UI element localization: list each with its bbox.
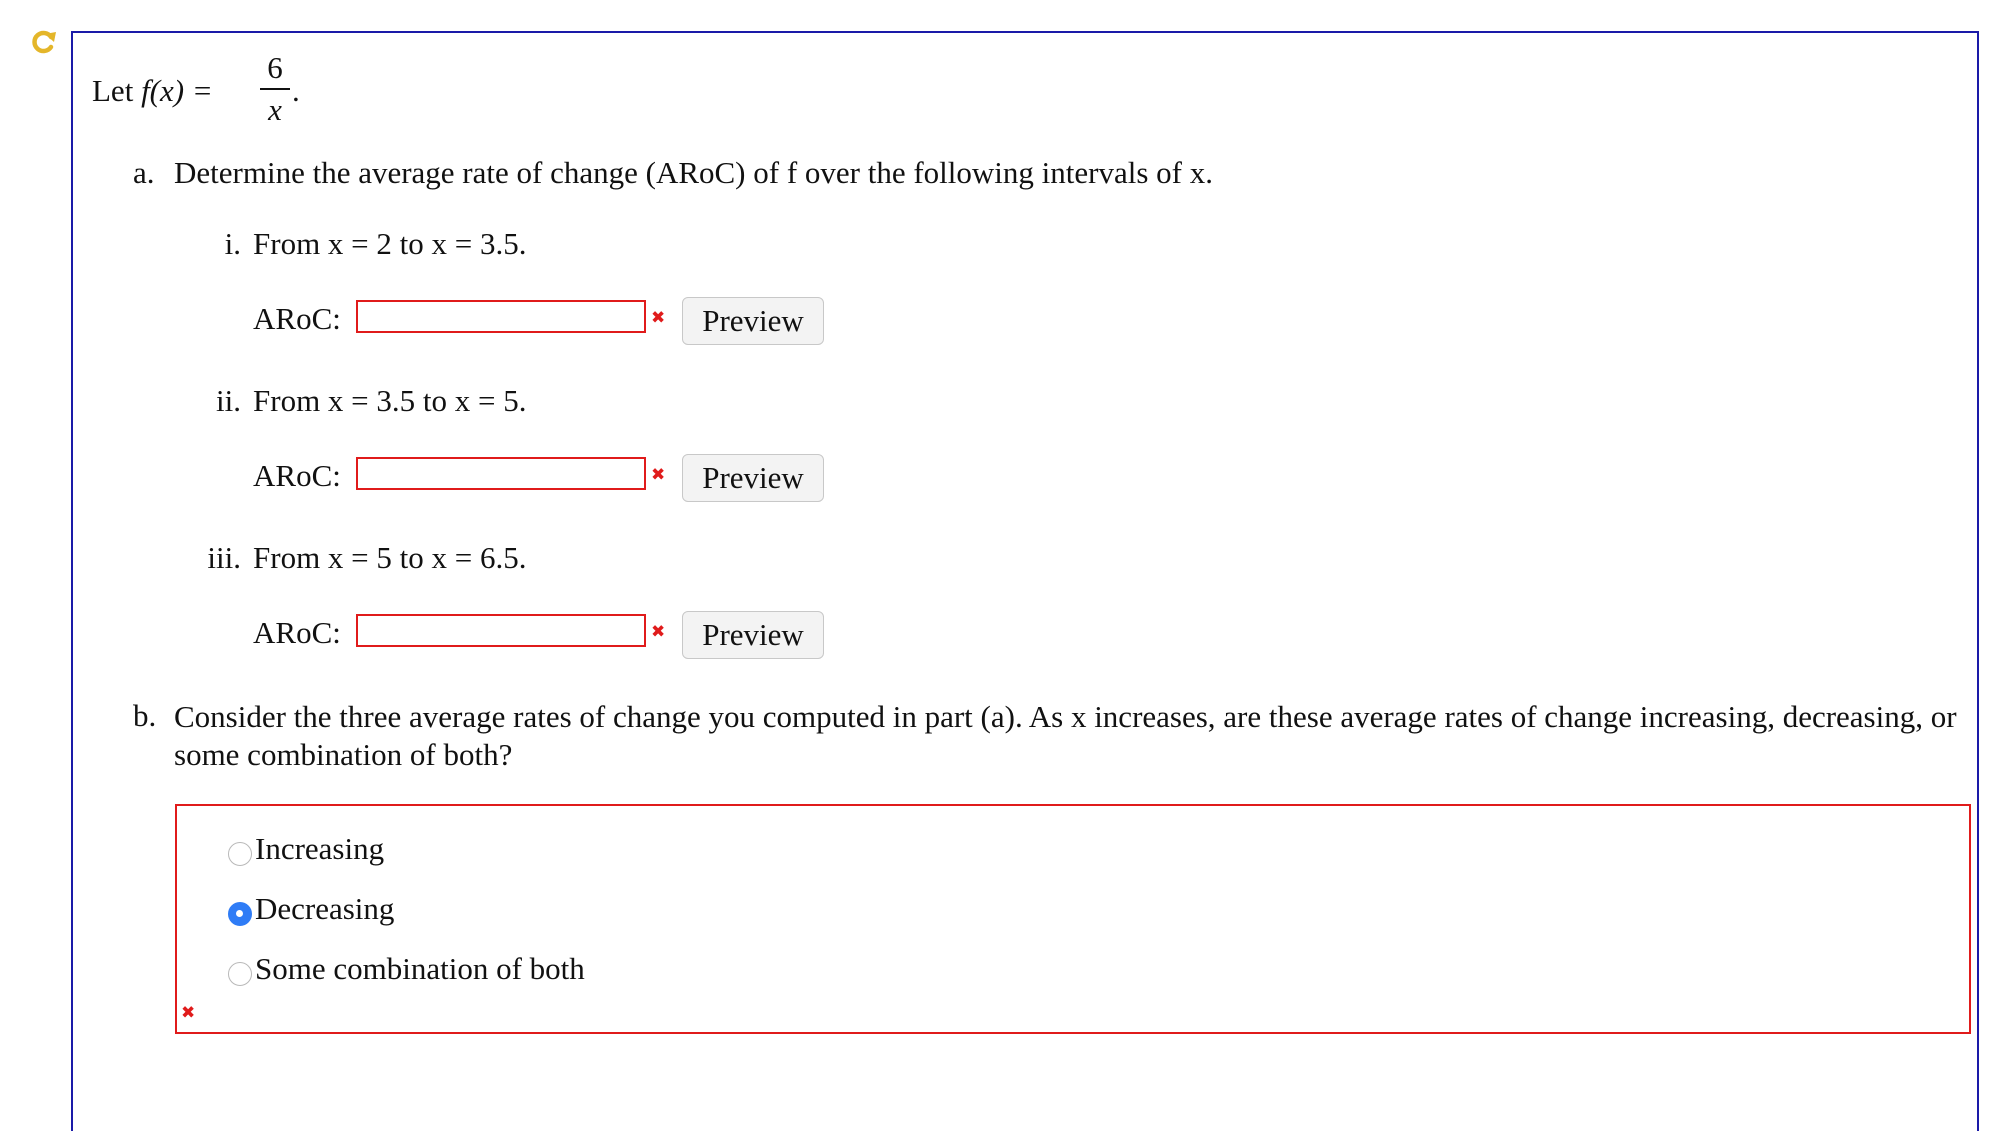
aroc-label: ARoC: bbox=[253, 615, 341, 650]
fraction bbox=[260, 50, 290, 128]
fraction-numerator: 6 bbox=[267, 50, 283, 85]
part-a-text: Determine the average rate of change (ARoC) of f over the following intervals of x. bbox=[174, 155, 1213, 190]
aroc-input[interactable] bbox=[356, 614, 646, 647]
aroc-label: ARoC: bbox=[253, 458, 341, 493]
interval-text: From x = 3.5 to x = 5. bbox=[253, 383, 527, 418]
radio-increasing[interactable] bbox=[228, 842, 252, 866]
stem-period: . bbox=[292, 73, 300, 108]
part-b-letter: b. bbox=[133, 698, 157, 733]
interval-number: ii. bbox=[216, 383, 241, 418]
interval-question bbox=[224, 226, 527, 262]
interval-number: iii. bbox=[207, 540, 241, 575]
incorrect-x-icon: ✖ bbox=[181, 1003, 196, 1023]
interval-text: From x = 5 to x = 6.5. bbox=[253, 540, 527, 575]
radio-combination[interactable] bbox=[228, 962, 252, 986]
aroc-input[interactable] bbox=[356, 300, 646, 333]
reload-icon[interactable] bbox=[30, 28, 58, 56]
interval-question bbox=[216, 383, 527, 419]
preview-button[interactable]: Preview bbox=[682, 454, 824, 502]
choice-label: Some combination of both bbox=[255, 951, 585, 986]
fraction-bar bbox=[260, 88, 290, 90]
preview-button[interactable]: Preview bbox=[682, 611, 824, 659]
interval-question bbox=[207, 540, 527, 576]
aroc-input[interactable] bbox=[356, 457, 646, 490]
preview-button[interactable]: Preview bbox=[682, 297, 824, 345]
choice-label: Decreasing bbox=[255, 891, 395, 926]
interval-number: i. bbox=[224, 226, 241, 261]
stem-function: f(x) = bbox=[141, 73, 213, 108]
stem-prefix: Let bbox=[92, 73, 134, 108]
part-a-letter: a. bbox=[133, 155, 155, 190]
incorrect-x-icon: ✖ bbox=[651, 622, 666, 642]
incorrect-x-icon: ✖ bbox=[651, 308, 666, 328]
choice-label: Increasing bbox=[255, 831, 385, 866]
part-b-text: Consider the three average rates of change you computed in part (a). As x increases, are these average rates of change increasing, decreasing, or some combination of both? bbox=[174, 699, 1957, 772]
incorrect-x-icon: ✖ bbox=[651, 465, 666, 485]
aroc-label: ARoC: bbox=[253, 301, 341, 336]
radio-decreasing[interactable] bbox=[228, 902, 252, 926]
fraction-denominator: x bbox=[268, 92, 282, 127]
answer-choices bbox=[175, 804, 1971, 1034]
interval-text: From x = 2 to x = 3.5. bbox=[253, 226, 527, 261]
